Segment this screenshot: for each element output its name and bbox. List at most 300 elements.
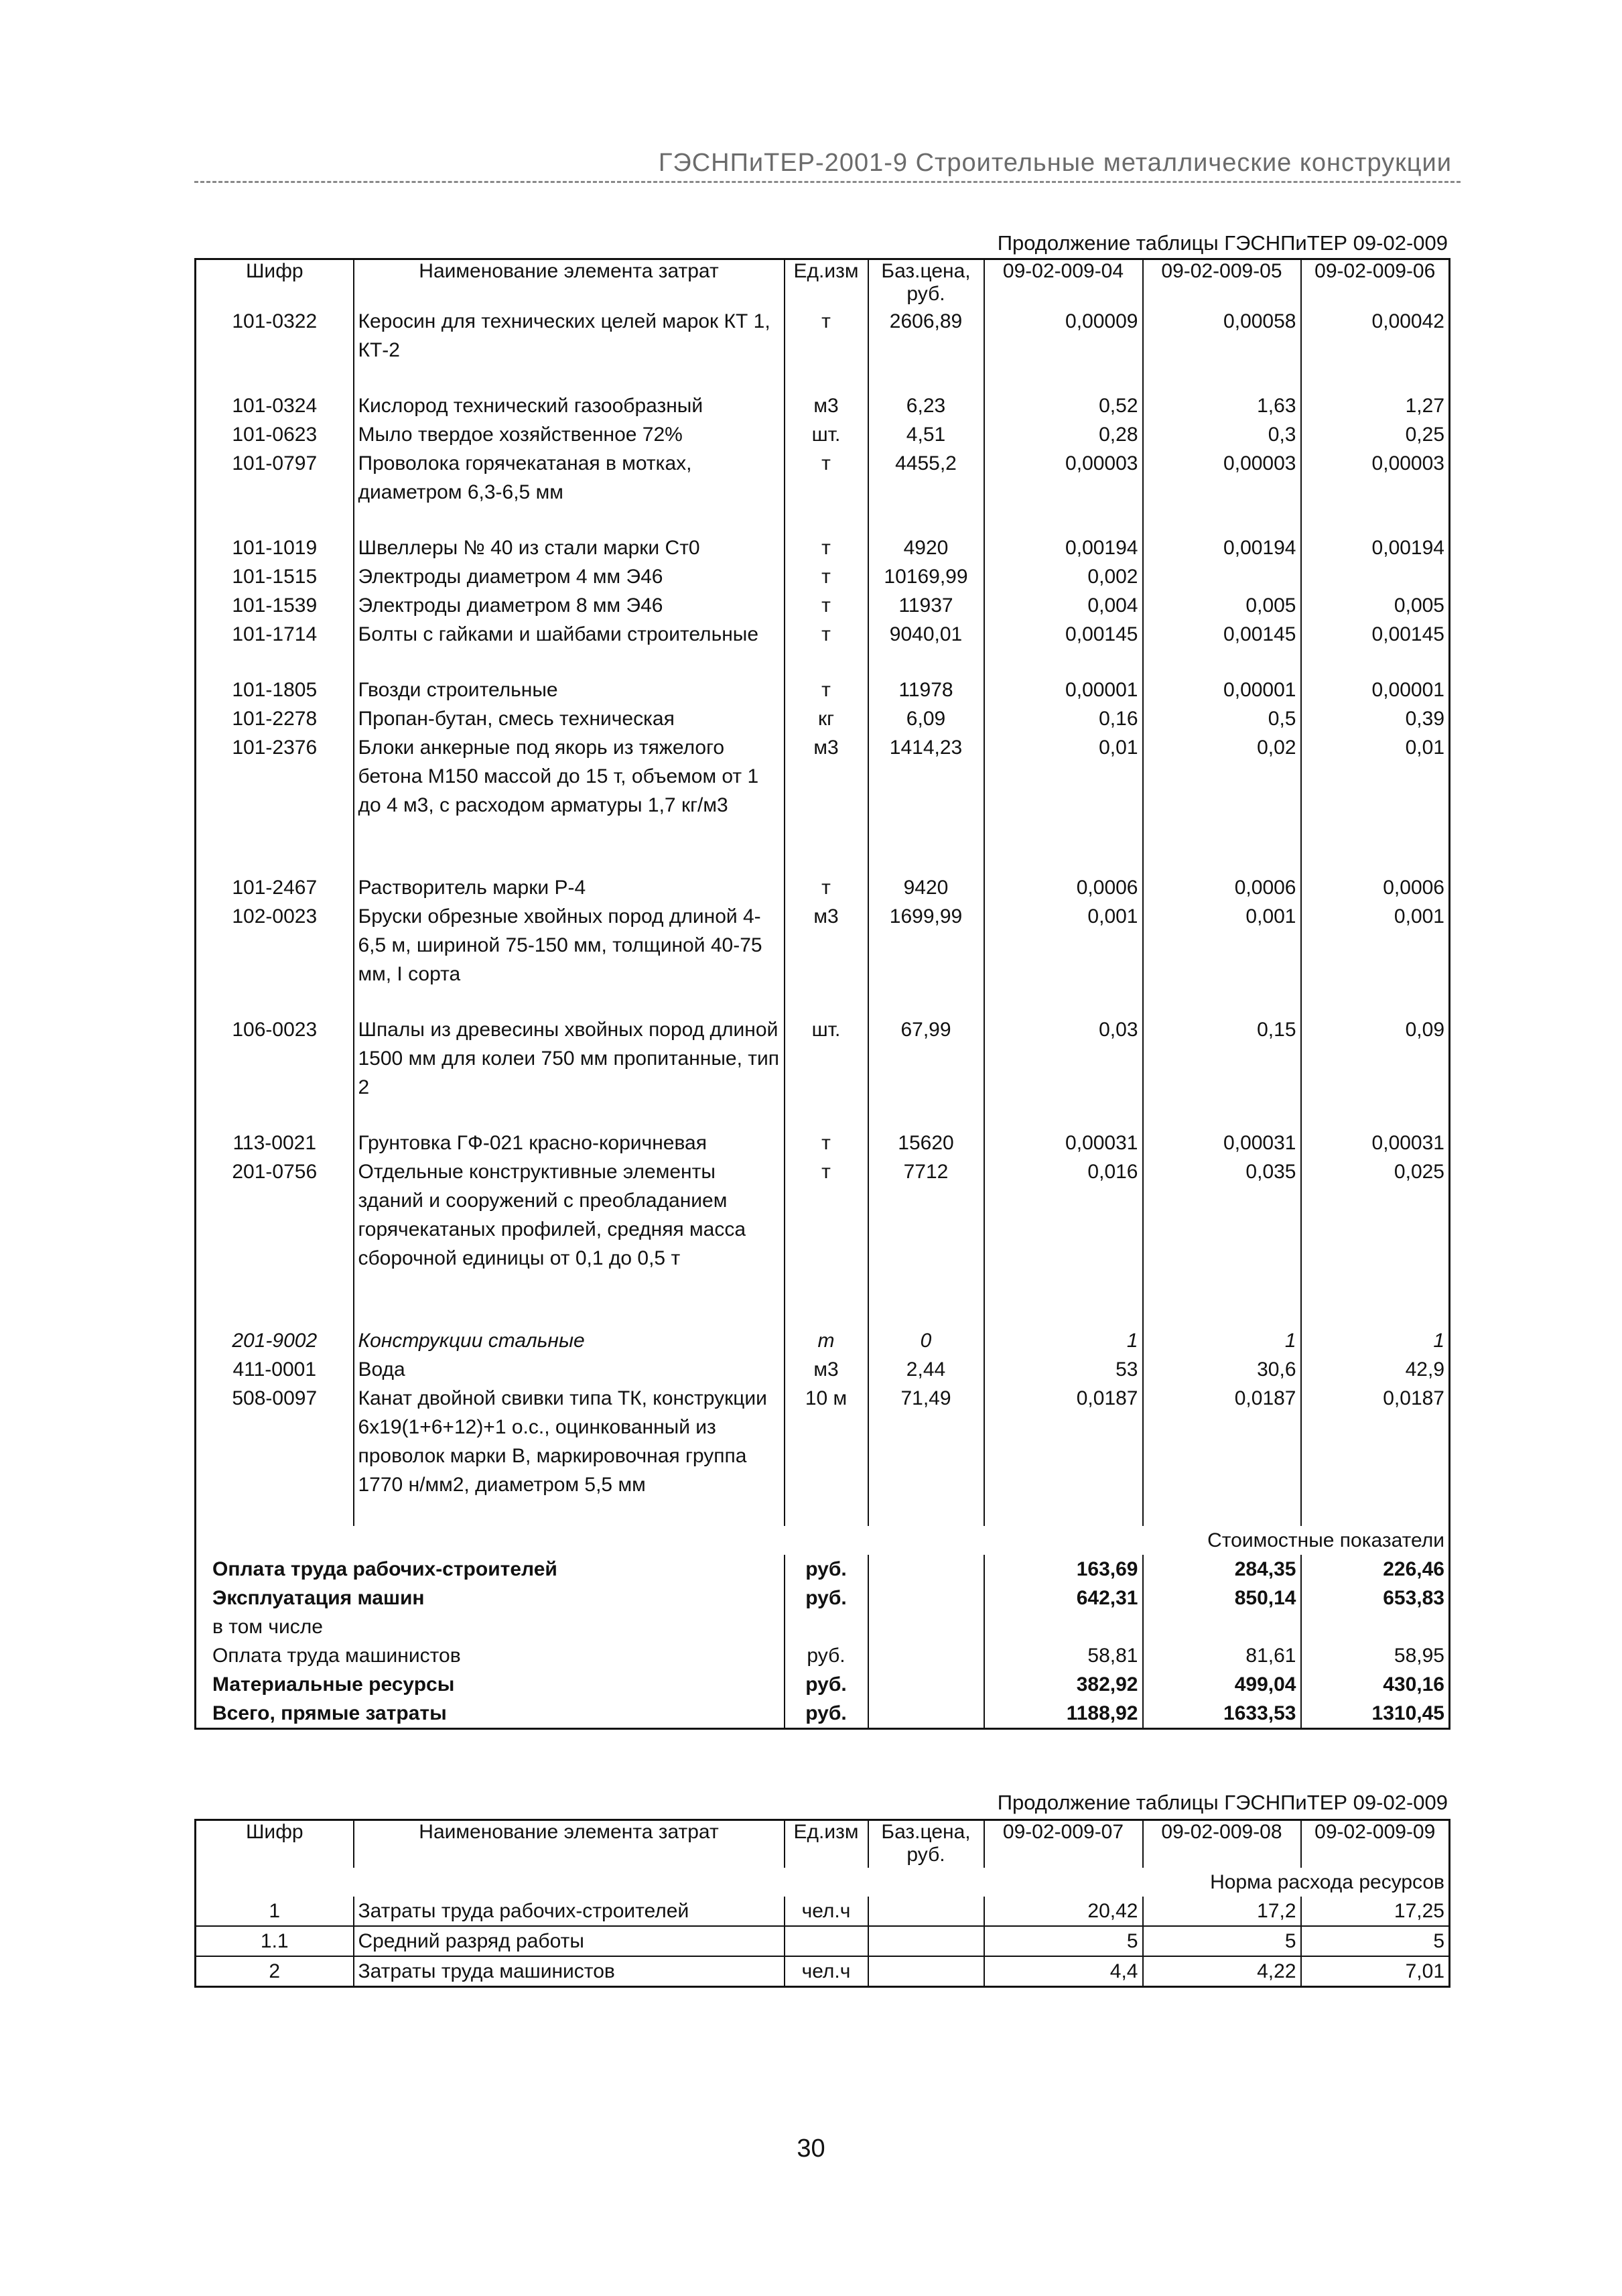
row-price: 4455,2: [868, 449, 984, 507]
spacer-cell: [984, 1299, 1143, 1326]
spacer-cell: [1143, 507, 1301, 533]
row-price: 9420: [868, 873, 984, 902]
row-price: 4,51: [868, 420, 984, 449]
row-value-06: 0,00031: [1301, 1129, 1450, 1157]
row-price: 10169,99: [868, 562, 984, 591]
spacer-cell: [785, 507, 868, 533]
row-value-04: 0,01: [984, 733, 1143, 820]
row-price: 2,44: [868, 1355, 984, 1384]
spacer-cell: [785, 846, 868, 873]
row-code: 101-2467: [232, 877, 318, 899]
row-price: 1414,23: [868, 733, 984, 820]
row-unit: м3: [785, 733, 868, 820]
row-price: 15620: [868, 1129, 984, 1157]
row-value-06: 0,00042: [1301, 307, 1450, 365]
row-value-06: 1: [1301, 1326, 1450, 1355]
row-name: Средний разряд работы: [354, 1926, 785, 1956]
table-row: [196, 1157, 1450, 1273]
table-row: [196, 704, 1450, 733]
table-row: [196, 902, 1450, 988]
row-value-05: 0,3: [1143, 420, 1301, 449]
spacer-cell: [1143, 365, 1301, 391]
spacer-row: [196, 1273, 1450, 1299]
table-row: [196, 1129, 1450, 1157]
row-code: 1.1: [260, 1930, 289, 1952]
spacer-row: [196, 649, 1450, 676]
spacer-cell: [1143, 988, 1301, 1015]
row-value-04: 0,00145: [984, 620, 1143, 649]
summary-price: [868, 1584, 984, 1612]
spacer-cell: [196, 507, 354, 533]
row-value-05: 0,00001: [1143, 676, 1301, 704]
row-value-04: 0,002: [984, 562, 1143, 591]
spacer-cell: [196, 988, 354, 1015]
summary-price: [868, 1641, 984, 1670]
row-value-04: 0,0006: [984, 873, 1143, 902]
row-price: 67,99: [868, 1015, 984, 1102]
row-code: 106-0023: [232, 1019, 318, 1041]
spacer-cell: [1143, 1499, 1301, 1526]
row-code: 102-0023: [232, 905, 318, 928]
row-value-04: 0,00031: [984, 1129, 1143, 1157]
spacer-cell: [354, 846, 785, 873]
row-value-05: 0,00058: [1143, 307, 1301, 365]
row-value-06: [1301, 562, 1450, 591]
row-value-07: 20,42: [984, 1897, 1143, 1926]
table-row: [196, 873, 1450, 902]
row-code: 101-2376: [232, 737, 318, 759]
spacer-cell: [868, 1299, 984, 1326]
row-price: 1699,99: [868, 902, 984, 988]
row-unit: 10 м: [785, 1384, 868, 1499]
summary-unit: руб.: [785, 1584, 868, 1612]
col-unit-header: Ед.изм: [785, 259, 868, 308]
row-unit: чел.ч: [785, 1897, 868, 1926]
summary-label: в том числе: [212, 1616, 323, 1638]
spacer-cell: [984, 988, 1143, 1015]
spacer-cell: [196, 1299, 354, 1326]
spacer-cell: [1301, 820, 1450, 846]
summary-value-05: 499,04: [1143, 1670, 1301, 1699]
summary-row: [196, 1641, 1450, 1670]
table-row: [196, 733, 1450, 820]
row-value-06: 0,025: [1301, 1157, 1450, 1273]
row-value-06: 0,00001: [1301, 676, 1450, 704]
row-name: Затраты труда рабочих-строителей: [354, 1897, 785, 1926]
row-price: [868, 1897, 984, 1926]
row-value-04: 0,0187: [984, 1384, 1143, 1499]
summary-price: [868, 1555, 984, 1584]
row-code: 101-1515: [232, 566, 318, 588]
row-value-05: 0,00031: [1143, 1129, 1301, 1157]
row-name: Бруски обрезные хвойных пород длиной 4-6,5 м, шириной 75-150 мм, толщиной 40-75 мм, I сорта: [354, 902, 785, 988]
spacer-row: [196, 988, 1450, 1015]
row-code: 101-1019: [232, 537, 318, 559]
row-name: Блоки анкерные под якорь из тяжелого бетона М150 массой до 15 т, объемом от 1 до 4 м3, с расходом арматуры 1,7 кг/м3: [354, 733, 785, 820]
spacer-cell: [785, 1273, 868, 1299]
row-value-04: 0,28: [984, 420, 1143, 449]
spacer-cell: [868, 820, 984, 846]
row-value-06: 0,09: [1301, 1015, 1450, 1102]
row-price: 71,49: [868, 1384, 984, 1499]
col-price-header: Баз.цена, руб.: [868, 259, 984, 308]
spacer-cell: [1301, 1273, 1450, 1299]
spacer-cell: [1301, 1102, 1450, 1129]
spacer-cell: [868, 988, 984, 1015]
spacer-row: [196, 1299, 1450, 1326]
row-value-06: 0,39: [1301, 704, 1450, 733]
row-value-09: 7,01: [1301, 1956, 1450, 1987]
summary-value-06: 226,46: [1301, 1555, 1450, 1584]
row-price: 7712: [868, 1157, 984, 1273]
spacer-row: [196, 846, 1450, 873]
row-value-05: 1,63: [1143, 391, 1301, 420]
row-value-04: 0,016: [984, 1157, 1143, 1273]
row-name: Затраты труда машинистов: [354, 1956, 785, 1987]
table2-header-row: [196, 1820, 1450, 1868]
row-value-05: 0,001: [1143, 902, 1301, 988]
row-value-08: 5: [1143, 1926, 1301, 1956]
row-value-06: 42,9: [1301, 1355, 1450, 1384]
row-price: [868, 1956, 984, 1987]
row-value-05: [1143, 562, 1301, 591]
table-row: [196, 1897, 1450, 1926]
row-code: 101-0623: [232, 424, 318, 446]
row-name: Керосин для технических целей марок КТ 1, КТ-2: [354, 307, 785, 365]
col-v3-header: 09-02-009-06: [1301, 259, 1450, 308]
summary-row: [196, 1670, 1450, 1699]
row-price: 6,23: [868, 391, 984, 420]
row-value-07: 4,4: [984, 1956, 1143, 1987]
row-value-05: 0,15: [1143, 1015, 1301, 1102]
resource-norm-label: Норма расхода ресурсов: [1210, 1871, 1444, 1893]
row-value-05: 0,00003: [1143, 449, 1301, 507]
spacer-cell: [785, 365, 868, 391]
summary-label: Оплата труда рабочих-строителей: [212, 1558, 557, 1580]
table1-caption: Продолжение таблицы ГЭСНПиТЕР 09-02-009: [997, 231, 1448, 255]
row-name: Мыло твердое хозяйственное 72%: [354, 420, 785, 449]
spacer-cell: [1301, 846, 1450, 873]
summary-value-04: [984, 1612, 1143, 1641]
table-row: [196, 620, 1450, 649]
row-value-05: 30,6: [1143, 1355, 1301, 1384]
spacer-cell: [354, 649, 785, 676]
row-value-04: 0,03: [984, 1015, 1143, 1102]
spacer-cell: [354, 1499, 785, 1526]
spacer-row: [196, 1499, 1450, 1526]
spacer-cell: [785, 1102, 868, 1129]
summary-value-06: 1310,45: [1301, 1699, 1450, 1729]
spacer-cell: [785, 1499, 868, 1526]
spacer-row: [196, 507, 1450, 533]
row-unit: [785, 1926, 868, 1956]
summary-value-05: 850,14: [1143, 1584, 1301, 1612]
table-row: [196, 1355, 1450, 1384]
spacer-cell: [868, 507, 984, 533]
summary-row: [196, 1612, 1450, 1641]
summary-value-06: [1301, 1612, 1450, 1641]
row-price: 9040,01: [868, 620, 984, 649]
cost-indicators-label: Стоимостные показатели: [1207, 1529, 1444, 1551]
row-value-06: 0,00003: [1301, 449, 1450, 507]
resource-norm-band: [196, 1868, 1450, 1897]
table-row: [196, 1384, 1450, 1499]
row-code: 113-0021: [232, 1132, 317, 1154]
row-unit: шт.: [785, 1015, 868, 1102]
row-value-05: 0,005: [1143, 591, 1301, 620]
row-price: 11937: [868, 591, 984, 620]
row-unit: т: [785, 1157, 868, 1273]
summary-value-05: [1143, 1612, 1301, 1641]
row-unit: т: [785, 533, 868, 562]
table-row: [196, 1956, 1450, 1987]
summary-unit: руб.: [785, 1699, 868, 1729]
row-value-04: 0,00194: [984, 533, 1143, 562]
row-value-05: 0,0006: [1143, 873, 1301, 902]
col-v3-header: 09-02-009-09: [1301, 1820, 1450, 1868]
summary-value-05: 284,35: [1143, 1555, 1301, 1584]
summary-label: Оплата труда машинистов: [212, 1645, 461, 1667]
spacer-cell: [1143, 649, 1301, 676]
summary-value-04: 163,69: [984, 1555, 1143, 1584]
spacer-cell: [196, 1102, 354, 1129]
row-value-05: 1: [1143, 1326, 1301, 1355]
summary-unit: руб.: [785, 1670, 868, 1699]
spacer-row: [196, 1102, 1450, 1129]
table-row: [196, 591, 1450, 620]
spacer-cell: [196, 1273, 354, 1299]
spacer-cell: [354, 1299, 785, 1326]
spacer-cell: [1301, 365, 1450, 391]
spacer-cell: [868, 365, 984, 391]
row-value-04: 1: [984, 1326, 1143, 1355]
row-value-06: 0,00194: [1301, 533, 1450, 562]
col-price-header: Баз.цена, руб.: [868, 1820, 984, 1868]
col-v2-header: 09-02-009-08: [1143, 1820, 1301, 1868]
summary-unit: руб.: [785, 1555, 868, 1584]
running-header: ГЭСНПиТЕР-2001-9 Строительные металлические конструкции: [658, 149, 1452, 177]
row-code: 2: [269, 1960, 281, 1982]
row-unit: т: [785, 562, 868, 591]
spacer-cell: [354, 365, 785, 391]
table-row: [196, 533, 1450, 562]
table1: [194, 258, 1450, 1730]
summary-value-05: 1633,53: [1143, 1699, 1301, 1729]
row-unit: м3: [785, 391, 868, 420]
row-code: 508-0097: [232, 1387, 318, 1409]
row-value-05: 0,035: [1143, 1157, 1301, 1273]
col-v1-header: 09-02-009-07: [984, 1820, 1143, 1868]
row-value-05: 0,00145: [1143, 620, 1301, 649]
col-v1-header: 09-02-009-04: [984, 259, 1143, 308]
row-unit: кг: [785, 704, 868, 733]
row-value-06: 0,0006: [1301, 873, 1450, 902]
spacer-cell: [1143, 1102, 1301, 1129]
row-price: 2606,89: [868, 307, 984, 365]
row-code: 101-1805: [232, 679, 318, 701]
row-code: 101-0797: [232, 452, 318, 474]
row-price: 11978: [868, 676, 984, 704]
row-unit: т: [785, 591, 868, 620]
row-unit: м3: [785, 1355, 868, 1384]
row-unit: т: [785, 307, 868, 365]
summary-row: [196, 1699, 1450, 1729]
table-row: [196, 307, 1450, 365]
summary-label: Всего, прямые затраты: [212, 1702, 447, 1724]
spacer-cell: [1143, 846, 1301, 873]
table2: [194, 1819, 1450, 1988]
spacer-cell: [1301, 1499, 1450, 1526]
spacer-cell: [785, 820, 868, 846]
spacer-cell: [984, 820, 1143, 846]
row-value-04: 0,00001: [984, 676, 1143, 704]
table-row: [196, 449, 1450, 507]
spacer-row: [196, 365, 1450, 391]
summary-label: Эксплуатация машин: [212, 1587, 425, 1609]
row-code: 101-0322: [232, 310, 318, 332]
summary-price: [868, 1670, 984, 1699]
summary-value-04: 642,31: [984, 1584, 1143, 1612]
summary-value-04: 382,92: [984, 1670, 1143, 1699]
spacer-cell: [354, 1102, 785, 1129]
row-name: Конструкции стальные: [354, 1326, 785, 1355]
row-value-09: 5: [1301, 1926, 1450, 1956]
row-code: 411-0001: [232, 1358, 317, 1381]
row-value-05: 0,5: [1143, 704, 1301, 733]
summary-value-04: 1188,92: [984, 1699, 1143, 1729]
row-value-07: 5: [984, 1926, 1143, 1956]
spacer-cell: [354, 507, 785, 533]
spacer-cell: [868, 1499, 984, 1526]
row-unit: т: [785, 873, 868, 902]
spacer-cell: [868, 1102, 984, 1129]
row-name: Электроды диаметром 8 мм Э46: [354, 591, 785, 620]
row-price: 0: [868, 1326, 984, 1355]
spacer-cell: [196, 365, 354, 391]
row-code: 1: [269, 1900, 281, 1922]
spacer-cell: [785, 988, 868, 1015]
spacer-cell: [984, 649, 1143, 676]
row-name: Проволока горячекатаная в мотках, диаметром 6,3-6,5 мм: [354, 449, 785, 507]
row-code: 101-0324: [232, 395, 318, 417]
spacer-cell: [984, 1102, 1143, 1129]
spacer-cell: [196, 820, 354, 846]
col-name-header: Наименование элемента затрат: [354, 1820, 785, 1868]
spacer-row: [196, 820, 1450, 846]
table1-header-row: [196, 259, 1450, 308]
row-unit: шт.: [785, 420, 868, 449]
spacer-cell: [354, 988, 785, 1015]
row-price: 6,09: [868, 704, 984, 733]
row-value-06: 0,25: [1301, 420, 1450, 449]
row-value-06: 0,005: [1301, 591, 1450, 620]
row-value-06: 0,00145: [1301, 620, 1450, 649]
spacer-cell: [1143, 1299, 1301, 1326]
summary-value-06: 430,16: [1301, 1670, 1450, 1699]
summary-row: [196, 1555, 1450, 1584]
row-name: Кислород технический газообразный: [354, 391, 785, 420]
summary-label: Материальные ресурсы: [212, 1673, 455, 1696]
spacer-cell: [1143, 1273, 1301, 1299]
row-value-06: 0,01: [1301, 733, 1450, 820]
row-name: Шпалы из древесины хвойных пород длиной 1500 мм для колеи 750 мм пропитанные, тип 2: [354, 1015, 785, 1102]
spacer-cell: [1301, 507, 1450, 533]
row-value-04: 0,004: [984, 591, 1143, 620]
spacer-cell: [1301, 1299, 1450, 1326]
row-code: 201-9002: [232, 1330, 318, 1352]
row-name: Швеллеры № 40 из стали марки Ст0: [354, 533, 785, 562]
spacer-cell: [354, 1273, 785, 1299]
row-unit: т: [785, 676, 868, 704]
row-value-04: 0,16: [984, 704, 1143, 733]
row-code: 101-2278: [232, 708, 318, 730]
spacer-cell: [984, 1499, 1143, 1526]
row-unit: т: [785, 620, 868, 649]
row-name: Вода: [354, 1355, 785, 1384]
col-name-header: Наименование элемента затрат: [354, 259, 785, 308]
row-unit: м3: [785, 902, 868, 988]
row-value-04: 0,001: [984, 902, 1143, 988]
row-value-05: 0,00194: [1143, 533, 1301, 562]
row-value-04: 53: [984, 1355, 1143, 1384]
table-row: [196, 676, 1450, 704]
row-value-06: 0,0187: [1301, 1384, 1450, 1499]
page-number: 30: [797, 2134, 825, 2163]
row-unit: чел.ч: [785, 1956, 868, 1987]
row-value-04: 0,00009: [984, 307, 1143, 365]
summary-value-06: 58,95: [1301, 1641, 1450, 1670]
row-value-08: 17,2: [1143, 1897, 1301, 1926]
spacer-cell: [984, 507, 1143, 533]
summary-value-04: 58,81: [984, 1641, 1143, 1670]
row-value-05: 0,0187: [1143, 1384, 1301, 1499]
row-value-09: 17,25: [1301, 1897, 1450, 1926]
row-value-04: 0,52: [984, 391, 1143, 420]
row-unit: т: [785, 449, 868, 507]
spacer-cell: [984, 846, 1143, 873]
row-value-05: 0,02: [1143, 733, 1301, 820]
spacer-cell: [196, 649, 354, 676]
table-row: [196, 1926, 1450, 1956]
row-value-08: 4,22: [1143, 1956, 1301, 1987]
row-name: Растворитель марки Р-4: [354, 873, 785, 902]
summary-row: [196, 1584, 1450, 1612]
summary-price: [868, 1612, 984, 1641]
spacer-cell: [1143, 820, 1301, 846]
spacer-cell: [196, 846, 354, 873]
row-price: 4920: [868, 533, 984, 562]
table-row: [196, 420, 1450, 449]
row-name: Болты с гайками и шайбами строительные: [354, 620, 785, 649]
spacer-cell: [785, 649, 868, 676]
row-name: Канат двойной свивки типа ТК, конструкции 6х19(1+6+12)+1 о.с., оцинкованный из проволок марки В, маркировочная группа 1770 н/мм2, диаметром 5,5 мм: [354, 1384, 785, 1499]
spacer-cell: [868, 846, 984, 873]
spacer-cell: [984, 365, 1143, 391]
col-unit-header: Ед.изм: [785, 1820, 868, 1868]
spacer-cell: [354, 820, 785, 846]
row-code: 101-1714: [232, 623, 318, 645]
summary-unit: руб.: [785, 1641, 868, 1670]
row-unit: т: [785, 1129, 868, 1157]
row-code: 201-0756: [232, 1161, 318, 1183]
spacer-cell: [1301, 988, 1450, 1015]
col-code-header: Шифр: [245, 1821, 303, 1843]
spacer-cell: [868, 649, 984, 676]
table-row: [196, 562, 1450, 591]
cost-indicators-band: [196, 1526, 1450, 1555]
table-row: [196, 391, 1450, 420]
row-unit: т: [785, 1326, 868, 1355]
